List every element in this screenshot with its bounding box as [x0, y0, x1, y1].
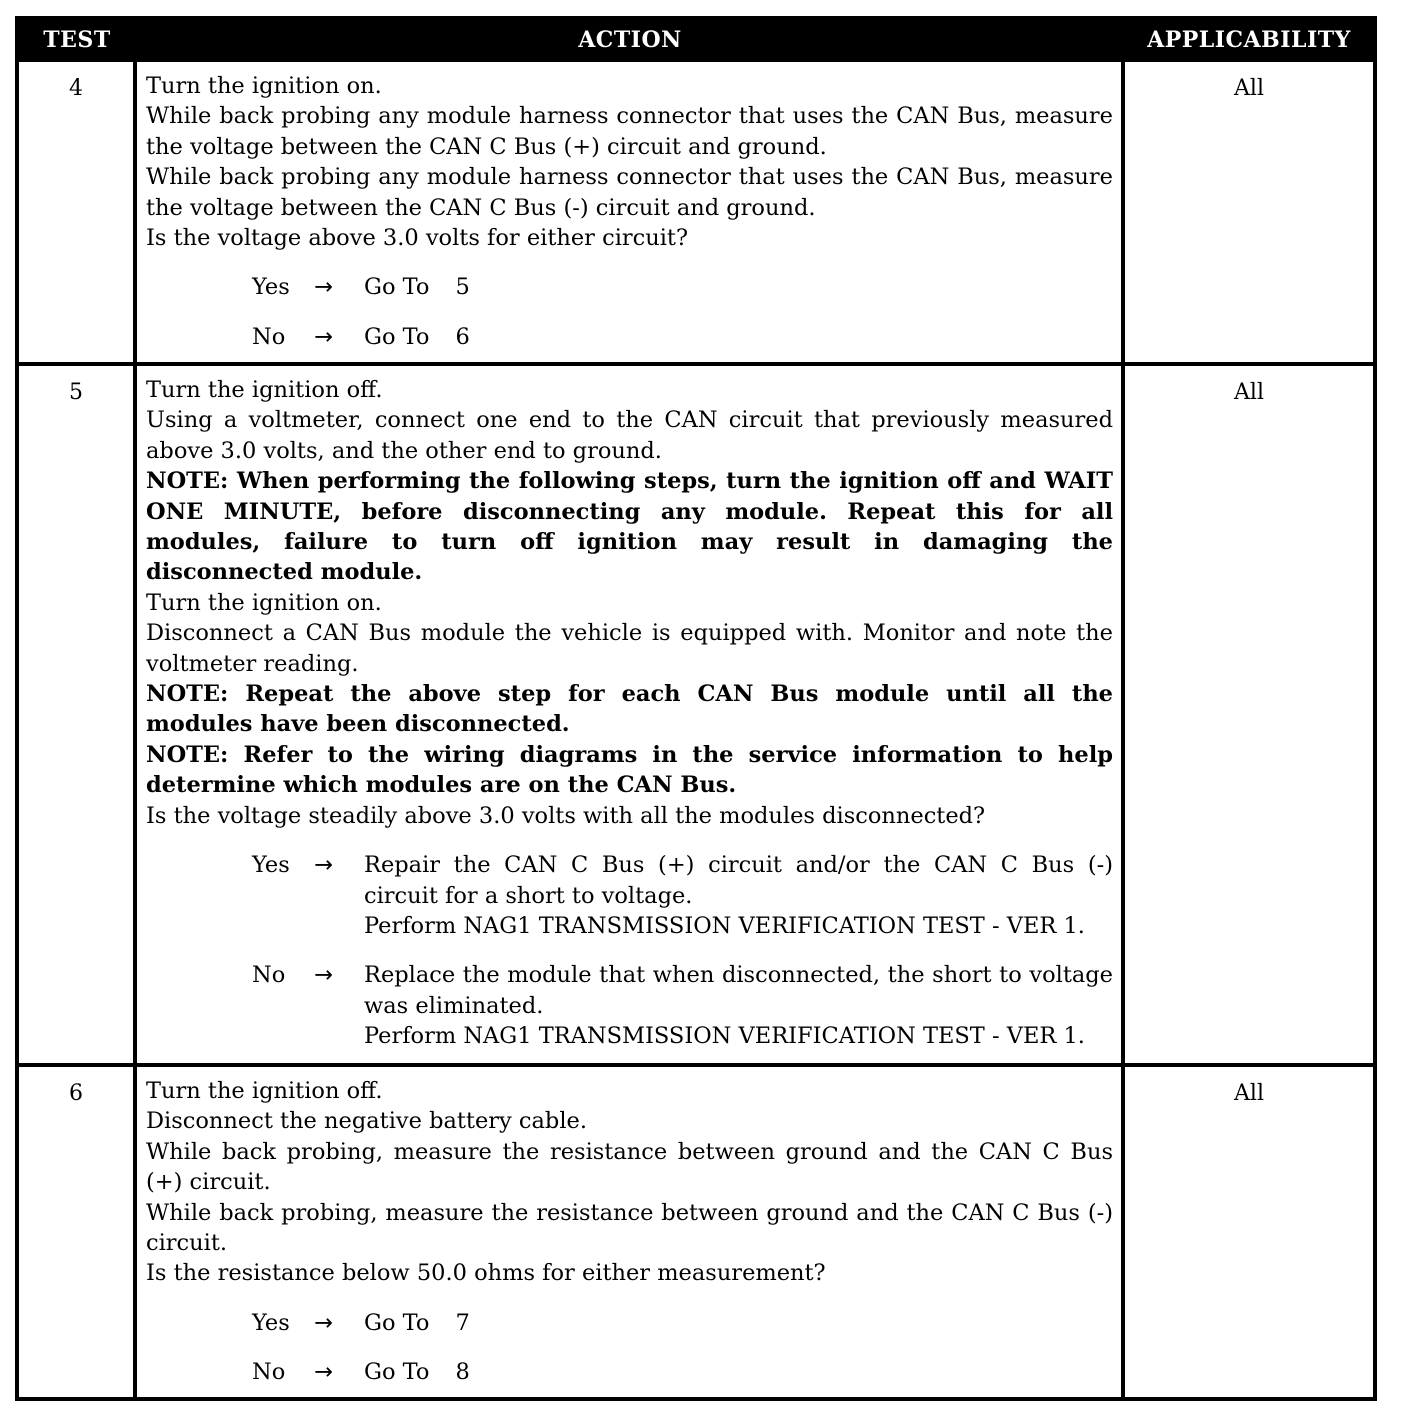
answer-label: No	[252, 962, 286, 989]
applicability-value: All	[1234, 380, 1264, 405]
action-line: Disconnect a CAN Bus module the vehicle is equipped with. Monitor and note the voltmeter reading.	[146, 620, 1113, 677]
test-number-cell	[19, 62, 133, 362]
answer-label: No	[252, 1359, 286, 1386]
applicability-cell	[1125, 366, 1373, 1063]
arrow-right-icon: →	[314, 323, 333, 350]
goto-step: 6	[455, 323, 470, 350]
goto-text: Go To	[364, 1309, 430, 1336]
answer-label: Yes	[252, 852, 290, 879]
action-line: Turn the ignition on.	[146, 589, 382, 616]
action-line: While back probing, measure the resistance between ground and the CAN C Bus (-) circuit.	[146, 1199, 1113, 1257]
arrow-right-icon: →	[314, 1359, 333, 1386]
answer-yes	[146, 272, 1113, 302]
arrow-right-icon: →	[314, 962, 333, 989]
table-row	[19, 1067, 1373, 1397]
answer-yes	[146, 850, 1113, 941]
applicability-value: All	[1234, 1081, 1264, 1106]
action-line: Turn the ignition off.	[146, 1078, 383, 1104]
answer-text: Replace the module that when disconnected, the short to voltage was eliminated.	[364, 962, 1113, 1019]
note-line: NOTE: Repeat the above step for each CAN Bus module until all the modules have been disconnected.	[146, 681, 1113, 738]
answer-list	[146, 272, 1113, 352]
answer-label: Yes	[252, 274, 290, 301]
test-number: 5	[69, 380, 83, 405]
answer-list	[146, 850, 1113, 1051]
action-line: Is the resistance below 50.0 ohms for either measurement?	[146, 1260, 826, 1287]
answer-no	[146, 960, 1113, 1051]
answer-yes	[146, 1308, 1113, 1338]
applicability-cell	[1125, 1067, 1373, 1397]
action-line: While back probing, measure the resistance between ground and the CAN C Bus (+) circuit.	[146, 1138, 1113, 1196]
answer-text: Repair the CAN C Bus (+) circuit and/or the CAN C Bus (-) circuit for a short to voltage.	[364, 852, 1113, 909]
applicability-value: All	[1234, 76, 1264, 101]
action-line: Is the voltage steadily above 3.0 volts with all the modules disconnected?	[146, 802, 986, 829]
action-cell	[137, 366, 1121, 1063]
procedure-table	[15, 16, 1377, 1401]
goto-text: Go To	[364, 1359, 430, 1386]
answer-no	[146, 1357, 1113, 1387]
action-line: Turn the ignition off.	[146, 377, 383, 403]
action-cell	[137, 1067, 1121, 1397]
answer-verification: Perform NAG1 TRANSMISSION VERIFICATION TEST - VER 1.	[364, 1023, 1085, 1050]
header-action: ACTION	[578, 27, 682, 53]
arrow-right-icon: →	[314, 1309, 333, 1336]
goto-step: 5	[455, 274, 470, 301]
note-line: NOTE: When performing the following steps, turn the ignition off and WAIT ONE MINUTE, before disconnecting any module. Repeat this for all modules, failure to turn off ignition may result in damaging the disconnected module.	[146, 468, 1113, 586]
applicability-cell	[1125, 62, 1373, 362]
action-line: While back probing any module harness connector that uses the CAN Bus, measure the voltage between the CAN C Bus (+) circuit and ground.	[146, 103, 1113, 160]
goto-step: 8	[455, 1359, 470, 1386]
answer-verification: Perform NAG1 TRANSMISSION VERIFICATION TEST - VER 1.	[364, 912, 1085, 939]
table-row	[19, 62, 1373, 362]
goto-step: 7	[455, 1309, 470, 1336]
action-line: Disconnect the negative battery cable.	[146, 1108, 587, 1135]
answer-list	[146, 1308, 1113, 1388]
table-header	[19, 20, 1373, 60]
action-line: Is the voltage above 3.0 volts for either circuit?	[146, 225, 689, 252]
action-cell	[137, 62, 1121, 362]
arrow-right-icon: →	[314, 852, 333, 879]
action-line: Using a voltmeter, connect one end to the CAN circuit that previously measured above 3.0 volts, and the other end to ground.	[146, 407, 1113, 464]
goto-text: Go To	[364, 274, 430, 301]
test-number: 6	[69, 1081, 83, 1106]
test-number-cell	[19, 1067, 133, 1397]
test-number: 4	[69, 76, 83, 101]
action-line: While back probing any module harness connector that uses the CAN Bus, measure the voltage between the CAN C Bus (-) circuit and ground.	[146, 164, 1113, 221]
header-applicability: APPLICABILITY	[1147, 27, 1351, 53]
test-number-cell	[19, 366, 133, 1063]
answer-label: Yes	[252, 1309, 290, 1336]
answer-label: No	[252, 323, 286, 350]
header-test: TEST	[43, 27, 111, 53]
table-row	[19, 366, 1373, 1063]
goto-text: Go To	[364, 323, 430, 350]
arrow-right-icon: →	[314, 274, 333, 301]
note-line: NOTE: Refer to the wiring diagrams in the service information to help determine which modules are on the CAN Bus.	[146, 741, 1113, 799]
action-line: Turn the ignition on.	[146, 73, 382, 99]
answer-no	[146, 322, 1113, 352]
